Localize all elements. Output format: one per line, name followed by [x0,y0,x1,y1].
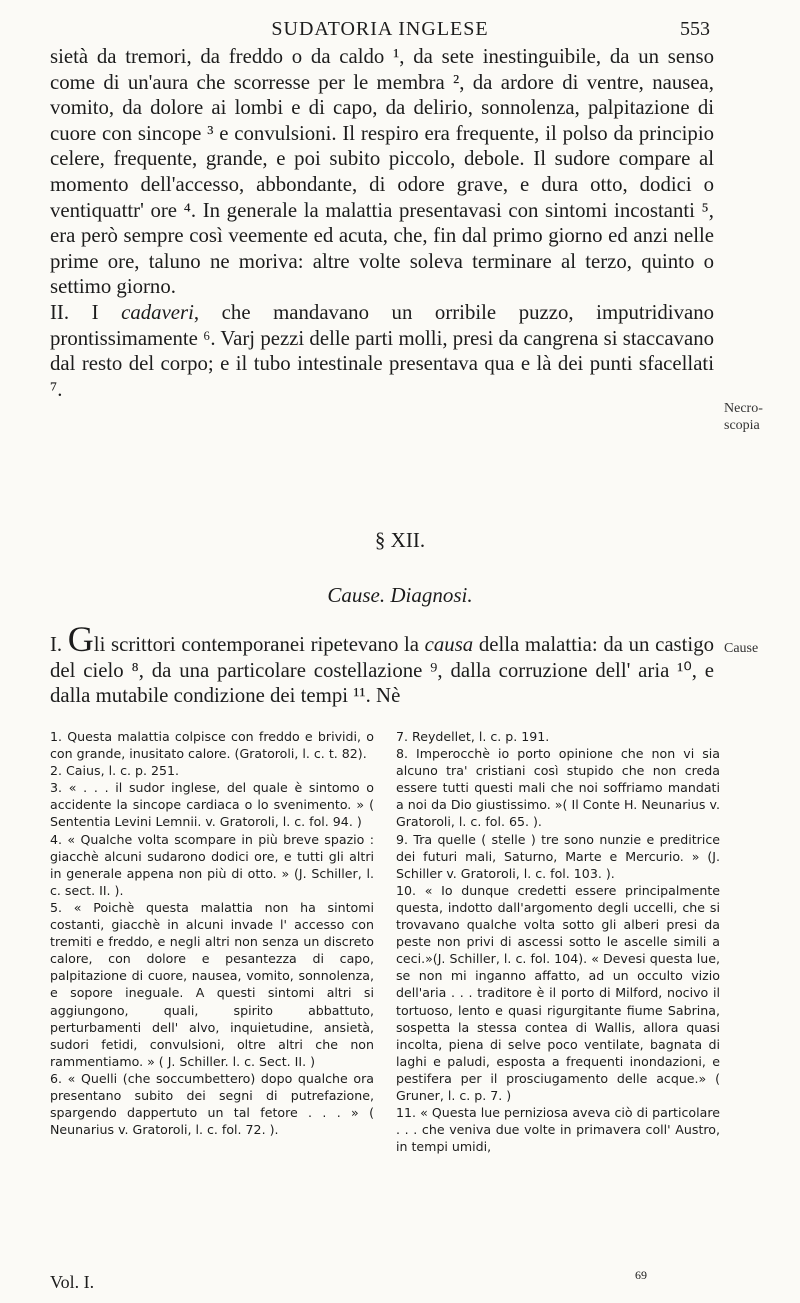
footnotes-right-column [396,728,720,1155]
paragraph-3-a: li scrittori contemporanei ripetevano la [93,633,425,656]
footnote: 5. « Poichè questa malattia non ha sintomi costanti, giacchè in alcuni invade l' accesso con tremiti e freddo, e negli altri non senza un discreto calore, con dolore e pesantezza di capo, palpitazione di cuore, nausea, vomito, sonnolenza, e sopore ineguale. A questi sintomi altri si aggiungono, quali, spirito abbattuto, perturbamenti dell' alvo, inquietudine, ansietà, sudori fetidi, convulsioni, oltre altri che non rammentiamo. » ( J. Schiller. l. c. Sect. II. ) [50,899,374,1069]
footnote: 9. Tra quelle ( stelle ) tre sono nunzie e preditrice dei futuri mali, Saturno, Marte e Mercurio. » (J. Schiller v. Gratoroli, l. c. fol. 103. ). [396,831,720,881]
margin-note-necroscopia: Necro- scopia [724,401,763,433]
volume-label: Vol. I. [50,1272,95,1292]
drop-cap: G [67,619,94,659]
section-title: Cause. Diagnosi. [327,583,473,607]
footnote: 3. « . . . il sudor inglese, del quale è sintomo o accidente la sincope cardiaca o lo svenimento. » ( Sententia Levini Lemnii. v. Gratoroli, l. c. fol. 94. ) [50,780,374,830]
footnotes-left-column [50,728,374,1138]
main-text [50,44,714,402]
paragraph-3-italic: causa [424,633,474,656]
paragraph-3-b: della malattia: da un castigo del cielo ⁸, da una particolare costellazione ⁹, dalla corruzione dell' aria ¹⁰, e dalla mutabile condizione dei tempi ¹¹. Nè [50,633,714,708]
footnote: 10. « Io dunque credetti essere principalmente questa, indotto dall'argomento degli uccelli, che si trovavano qualche volta sotto gli alberi presi da peste non privi di ascessi sotto le ascelle simili a ceci.»(J. Schiller, l. c. fol. 104). « Devesi questa lue, se non mi inganno affatto, ad un occulto vizio dell'aria . . . traditore è il porto di Milford, nocivo il tortuoso, lento e quasi rigurgitante fiume Sabrina, sospetta la stessa contea di Wallis, allora quasi incolta, piena di selve poco ventilate, bagnata di laghi e paludi, esposta a frequenti inondazioni, e pestifera per il prosciugamento delle acque.» ( Gruner, l. c. p. 7. ) [396,882,720,1103]
footnote: 1. Questa malattia colpisce con freddo e brividi, o con grande, inusitato calore. (Gratoroli, l. c. t. 82). [50,729,374,762]
margin-note-cause: Cause [724,641,759,656]
footnote: 8. Imperocchè io porto opinione che non vi sia alcuno tra' cristiani così stupido che non creda essere tutti questi mali che noi soffriamo mandati a noi da Dio giustissimo. »( Il Conte H. Neunarius v. Gratoroli, l. c. fol. 65. ). [396,746,720,830]
footnote: 6. « Quelli (che soccumbettero) dopo qualche ora presentano subito dei segni di putrefazione, spargendo dappertuto un tal fetore . . . » ( Neunarius v. Gratoroli, l. c. fol. 72. ). [50,1070,374,1138]
paragraph-3-lead: I. [50,633,68,656]
footnote: 2. Caius, l. c. p. 251. [50,763,180,779]
paragraph-2-rest: , che mandavano un orribile puzzo, imputridivano prontissimamente ⁶. Varj pezzi delle parti molli, presi da cangrena si staccavano dal resto del corpo; e il tubo intestinale presentava qua e là dei punti sfacellati ⁷. [50,300,714,401]
section-number: § XII. [374,528,426,552]
paragraph-2-lead: II. I [50,300,122,324]
footnote: 4. « Qualche volta scompare in più breve spazio : giacchè alcuni sudarono dodici ore, e tutti gli altri in generale appena non più di otto. » (J. Schiller, l. c. sect. II. ). [50,831,374,898]
footnote: 11. « Questa lue perniziosa aveva ciò di particolare . . . che veniva due volte in primavera coll' Austro, in tempi umidi, [396,1105,720,1155]
paragraph-1: sietà da tremori, da freddo o da caldo ¹, da sete inestinguibile, da un senso come di un'aura che scorresse per le membra ², da ardore di ventre, nausea, vomito, da dolore ai lombi e di capo, da delirio, sonnolenza, palpitazione di cuore con sincope ³ e convulsioni. Il respiro era frequente, il polso da principio celere, frequente, grande, e poi subito piccolo, debole. Il sudore compare al momento dell'accesso, abbondante, di odore grave, e dura otto, dodici o ventiquattr' ore ⁴. In generale la malattia presentavasi con sintomi incostanti ⁵, era però sempre così veemente ed acuta, che, fin dal primo giorno ed anzi nelle prime ore, taluno ne moriva: altre volte soleva terminare al terzo, quinto o settimo giorno. [50,45,714,299]
paragraph-2-italic: cadaveri [121,300,194,324]
page-number: 553 [680,18,710,40]
footnote: 7. Reydellet, l. c. p. 191. [396,729,550,744]
running-title: SUDATORIA INGLESE [271,18,489,40]
signature-mark: 69 [635,1268,647,1282]
paragraph-3 [50,619,714,709]
paragraph-2 [50,300,714,402]
